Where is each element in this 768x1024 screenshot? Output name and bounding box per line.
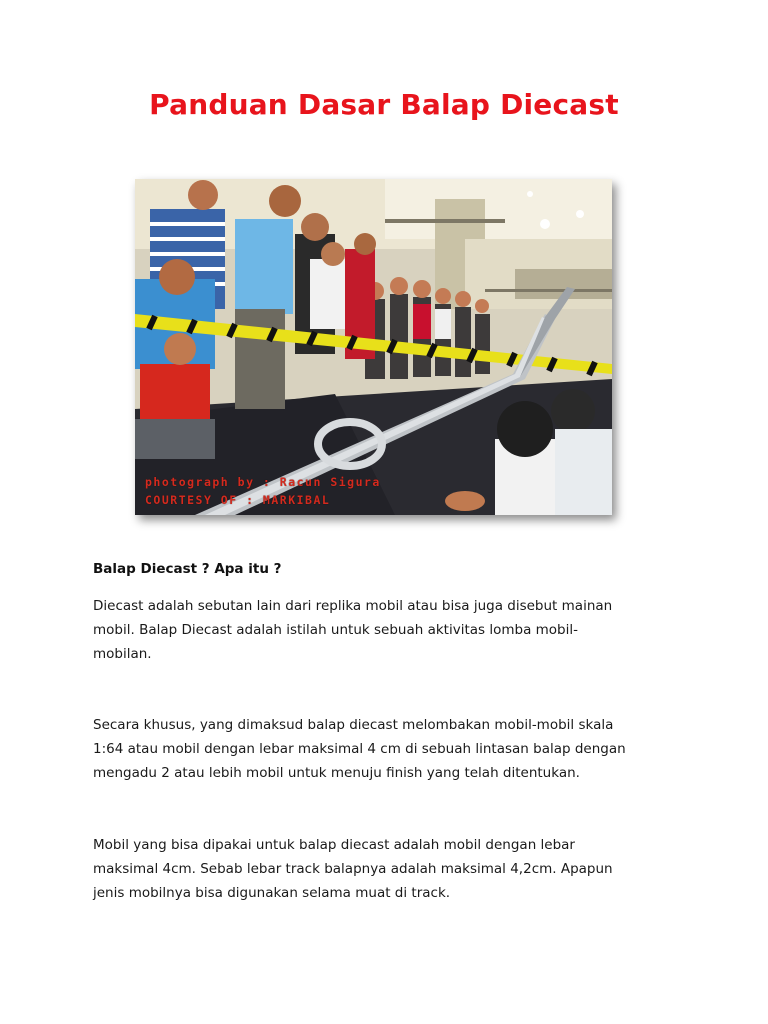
photo-credit-line-2: COURTESY OF : MARKIBAL	[145, 493, 331, 507]
race-photo-illustration	[135, 179, 612, 515]
paragraph-line: jenis mobilnya bisa digunakan selama muat di track.	[93, 885, 451, 901]
paragraph-line: mobilan.	[93, 646, 152, 662]
page-title: Panduan Dasar Balap Diecast	[149, 88, 619, 121]
paragraph-3	[93, 833, 683, 905]
paragraph-line: Diecast adalah sebutan lain dari replika mobil atau bisa juga disebut mainan	[93, 598, 613, 614]
paragraph-line: mengadu 2 atau lebih mobil untuk menuju finish yang telah ditentukan.	[93, 765, 580, 781]
paragraph-line: Mobil yang bisa dipakai untuk balap diecast adalah mobil dengan lebar	[93, 837, 575, 853]
paragraph-line: mobil. Balap Diecast adalah istilah untuk sebuah aktivitas lomba mobil-	[93, 622, 578, 638]
paragraph-line: maksimal 4cm. Sebab lebar track balapnya adalah maksimal 4,2cm. Apapun	[93, 861, 613, 877]
paragraph-line: Secara khusus, yang dimaksud balap diecast melombakan mobil-mobil skala	[93, 717, 614, 733]
paragraph-1	[93, 594, 683, 666]
photo-credit-line-1: photograph by : Racun Sigura	[145, 475, 381, 489]
race-photo	[135, 179, 612, 515]
section-heading: Balap Diecast ? Apa itu ?	[93, 561, 282, 577]
paragraph-2	[93, 713, 683, 785]
paragraph-line: 1:64 atau mobil dengan lebar maksimal 4 cm di sebuah lintasan balap dengan	[93, 741, 626, 757]
